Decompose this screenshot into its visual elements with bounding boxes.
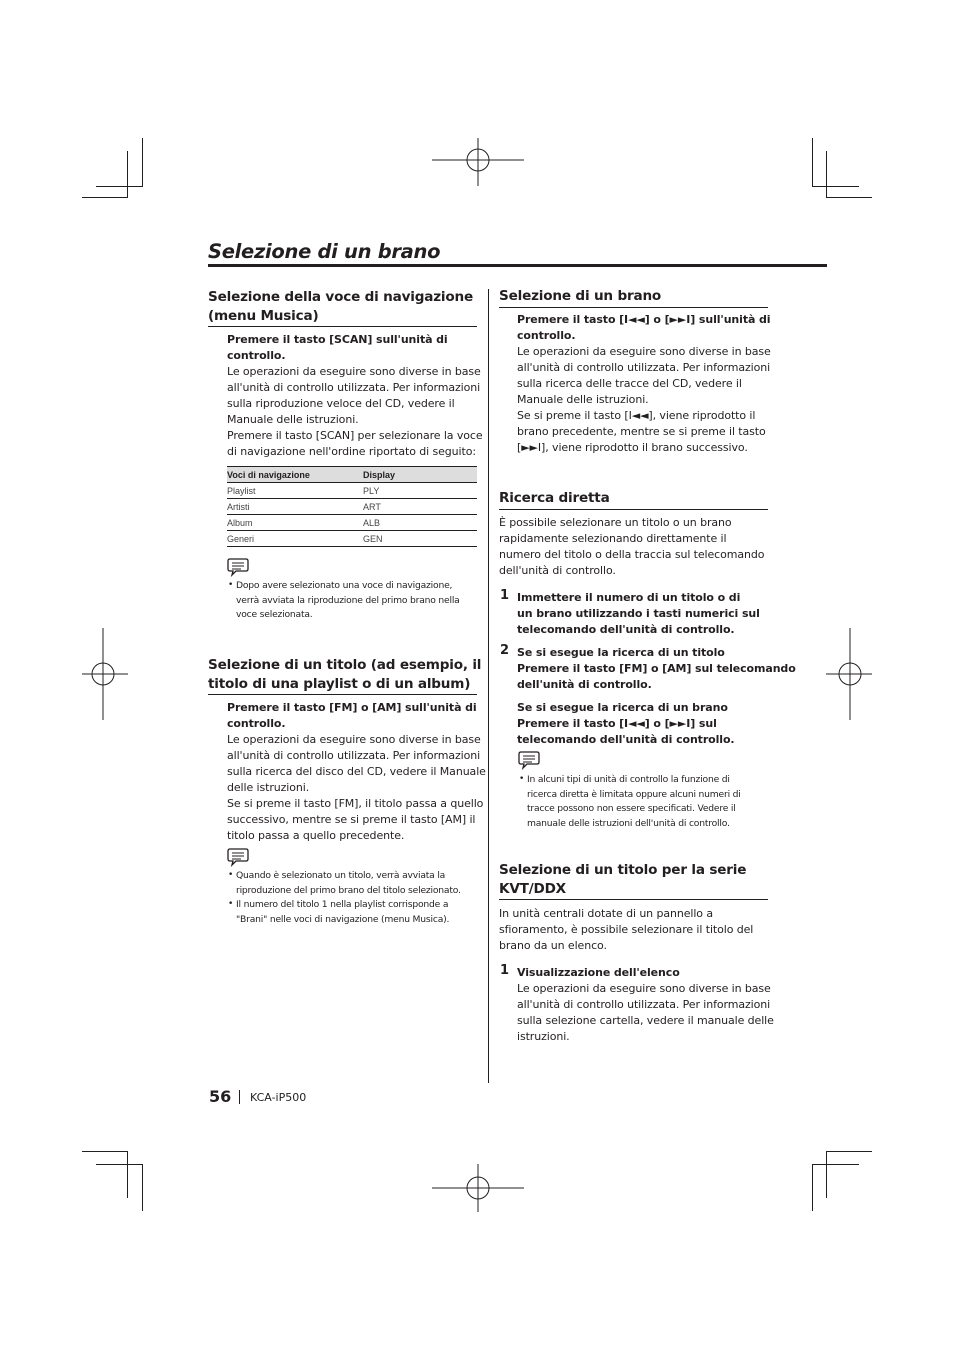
page-title: Selezione di un brano bbox=[208, 240, 441, 263]
step-number: 1 bbox=[500, 588, 510, 603]
page-number: 56 bbox=[209, 1087, 232, 1106]
heading-rule bbox=[499, 509, 768, 510]
section-heading-kvt-ddx: Selezione di un titolo per la serie KVT/DDX bbox=[499, 862, 747, 897]
step-instruction: Premere il tasto [SCAN] sull'unità di controllo. bbox=[227, 333, 448, 362]
heading-rule bbox=[208, 326, 477, 327]
table-cell: Artisti bbox=[227, 499, 363, 515]
table-cell: GEN bbox=[363, 531, 477, 547]
heading-rule bbox=[499, 307, 768, 308]
registration-mark-left bbox=[82, 628, 128, 720]
registration-mark-top bbox=[432, 138, 524, 186]
heading-rule bbox=[208, 694, 477, 695]
bullet-icon: • bbox=[228, 870, 234, 880]
table-cell: Playlist bbox=[227, 483, 363, 499]
section-heading-title: Selezione di un titolo (ad esempio, il titolo di una playlist o di un album) bbox=[208, 657, 482, 692]
body-text: È possibile selezionare un titolo o un brano rapidamente selezionando direttamente il numero del titolo o della traccia sul telecomando dell'unità di controllo. bbox=[499, 516, 765, 577]
table-cell: ART bbox=[363, 499, 477, 515]
table-header-row bbox=[227, 467, 477, 483]
table-cell: ALB bbox=[363, 515, 477, 531]
table-header: Voci di navigazione bbox=[227, 467, 363, 483]
section-heading-direct-search: Ricerca diretta bbox=[499, 490, 610, 506]
section-heading-navigation: Selezione della voce di navigazione (menu Musica) bbox=[208, 289, 474, 324]
note-speech-icon bbox=[518, 750, 540, 770]
body-text: Le operazioni da eseguire sono diverse in base all'unità di controllo utilizzata. Per informazioni sulla ricerca del disco del CD, vedere il Manuale delle istruzioni. Se si preme il tasto [FM], il titolo passa a quello successivo, mentre se si preme il tasto [AM] il titolo passa a quello precedente. bbox=[227, 733, 486, 842]
table-cell: PLY bbox=[363, 483, 477, 499]
note-text: Il numero del titolo 1 nella playlist corrisponde a "Brani" nelle voci di navigazione (menu Musica). bbox=[236, 899, 450, 925]
step-number: 1 bbox=[500, 963, 510, 978]
footer-separator bbox=[239, 1090, 240, 1104]
table-row bbox=[227, 483, 477, 499]
table-cell: Generi bbox=[227, 531, 363, 547]
step-instruction: Premere il tasto [I◄◄] o [►►I] sull'unità di controllo. bbox=[517, 313, 771, 342]
body-text: In unità centrali dotate di un pannello a sfioramento, è possibile selezionare il titolo del brano da un elenco. bbox=[499, 907, 754, 952]
body-text: Le operazioni da eseguire sono diverse in base all'unità di controllo utilizzata. Per informazioni sulla riproduzione veloce del CD, vedere il Manuale delle istruzioni. Premere il tasto [SCAN] per selezionare la voce di navigazione nell'ordine riportato di seguito: bbox=[227, 365, 483, 458]
step-instruction: Se si esegue la ricerca di un brano Premere il tasto [I◄◄] o [►►I] sul telecomando dell'unità di controllo. bbox=[517, 701, 735, 746]
table-header: Display bbox=[363, 467, 477, 483]
note-speech-icon bbox=[227, 557, 249, 577]
column-divider bbox=[488, 289, 489, 1083]
body-text: Le operazioni da eseguire sono diverse in base all'unità di controllo utilizzata. Per informazioni sulla selezione cartella, vedere il manuale delle istruzioni. bbox=[517, 982, 774, 1043]
registration-mark-bottom bbox=[432, 1164, 524, 1212]
title-rule bbox=[208, 264, 827, 267]
bullet-icon: • bbox=[228, 580, 234, 590]
section-heading-track: Selezione di un brano bbox=[499, 288, 662, 304]
step-instruction: Premere il tasto [FM] o [AM] sull'unità di controllo. bbox=[227, 701, 477, 730]
step-number: 2 bbox=[500, 643, 510, 658]
step-instruction: Visualizzazione dell'elenco bbox=[517, 966, 680, 979]
table-row bbox=[227, 515, 477, 531]
note-text: Quando è selezionato un titolo, verrà avviata la riproduzione del primo brano del titolo selezionato. bbox=[236, 870, 461, 896]
step-instruction: Immettere il numero di un titolo o di un brano utilizzando i tasti numerici sul telecomando dell'unità di controllo. bbox=[517, 591, 760, 636]
table-cell: Album bbox=[227, 515, 363, 531]
body-text: Le operazioni da eseguire sono diverse in base all'unità di controllo utilizzata. Per informazioni sulla ricerca delle tracce del CD, vedere il Manuale delle istruzioni. Se si preme il tasto [I◄◄], viene riprodotto il brano precedente, mentre se si preme il tasto [►►I], viene riprodotto il brano successivo. bbox=[517, 345, 771, 454]
table-row bbox=[227, 531, 477, 547]
table-row bbox=[227, 499, 477, 515]
bullet-icon: • bbox=[228, 899, 234, 909]
model-name: KCA-iP500 bbox=[250, 1091, 307, 1104]
heading-rule bbox=[499, 899, 768, 900]
navigation-table bbox=[227, 466, 477, 547]
step-instruction: Se si esegue la ricerca di un titolo Premere il tasto [FM] o [AM] sul telecomando dell'unità di controllo. bbox=[517, 646, 796, 691]
bullet-icon: • bbox=[519, 774, 525, 784]
note-text: Dopo avere selezionato una voce di navigazione, verrà avviata la riproduzione del primo brano nella voce selezionata. bbox=[236, 580, 460, 620]
registration-mark-right bbox=[826, 628, 872, 720]
note-speech-icon bbox=[227, 847, 249, 867]
note-text: In alcuni tipi di unità di controllo la funzione di ricerca diretta è limitata oppure alcuni numeri di tracce possono non essere specificati. Vedere il manuale delle istruzioni dell'unità di controllo. bbox=[527, 774, 741, 829]
